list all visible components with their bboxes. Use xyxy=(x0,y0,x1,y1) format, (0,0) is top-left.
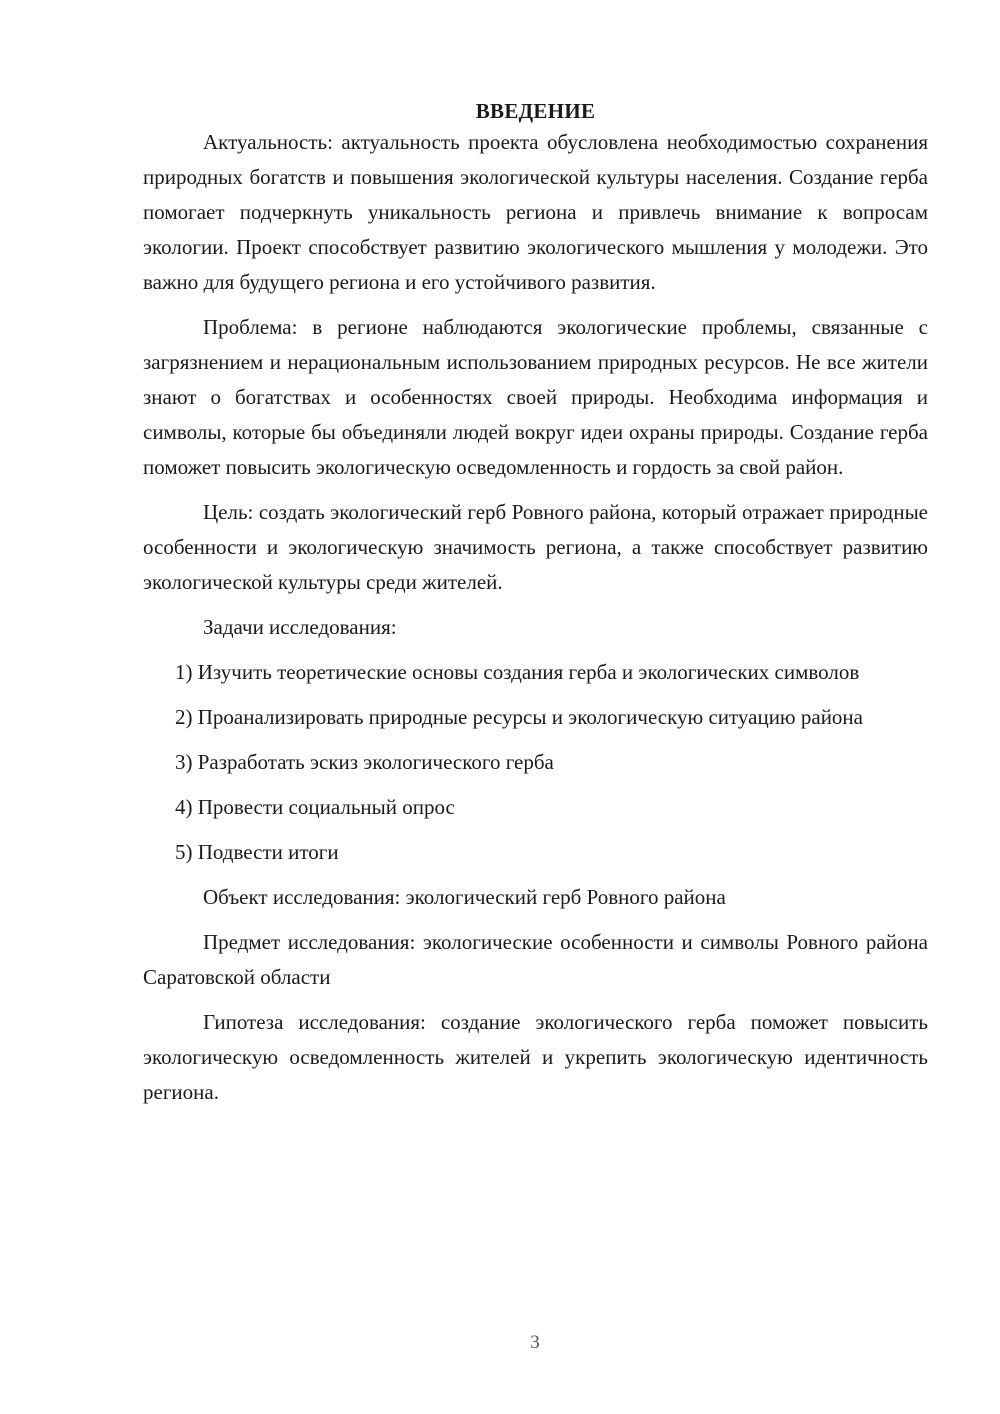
task-item-1: 1) Изучить теоретические основы создания герба и экологических символов xyxy=(175,660,860,684)
paragraph-object: Объект исследования: экологический герб Ровного района xyxy=(203,885,726,909)
paragraph-relevance: Актуальность: актуальность проекта обусловлена необходимостью сохранения природных богатств и повышения экологической культуры населения. Создание герба помогает подчеркнуть уникальность региона и привлечь внимание к вопросам экологии. Проект способствует развитию экологического мышления у молодежи. Это важно для будущего региона и его устойчивого развития. xyxy=(143,130,928,294)
paragraph-problem: Проблема: в регионе наблюдаются экологические проблемы, связанные с загрязнением и нерациональным использованием природных ресурсов. Не все жители знают о богатствах и особенностях своей природы. Необходима информация и символы, которые бы объединяли людей вокруг идеи охраны природы. Создание герба поможет повысить экологическую осведомленность и гордость за свой район. xyxy=(143,315,928,479)
task-item-4: 4) Провести социальный опрос xyxy=(175,795,455,819)
document-title: ВВЕДЕНИЕ xyxy=(475,99,596,123)
paragraph-tasks-heading: Задачи исследования: xyxy=(203,615,397,639)
task-item-2: 2) Проанализировать природные ресурсы и экологическую ситуацию района xyxy=(175,705,863,729)
paragraph-subject: Предмет исследования: экологические особенности и символы Ровного района Саратовской области xyxy=(143,930,928,989)
task-item-5: 5) Подвести итоги xyxy=(175,840,339,864)
task-item-3: 3) Разработать эскиз экологического герба xyxy=(175,750,554,774)
paragraph-hypothesis: Гипотеза исследования: создание экологического герба поможет повысить экологическую осведомленность жителей и укрепить экологическую идентичность региона. xyxy=(143,1010,928,1104)
page-number: 3 xyxy=(530,1332,540,1353)
document-page xyxy=(143,95,928,1120)
paragraph-goal: Цель: создать экологический герб Ровного района, который отражает природные особенности и экологическую значимость региона, а также способствует развитию экологической культуры среди жителей. xyxy=(143,500,928,594)
